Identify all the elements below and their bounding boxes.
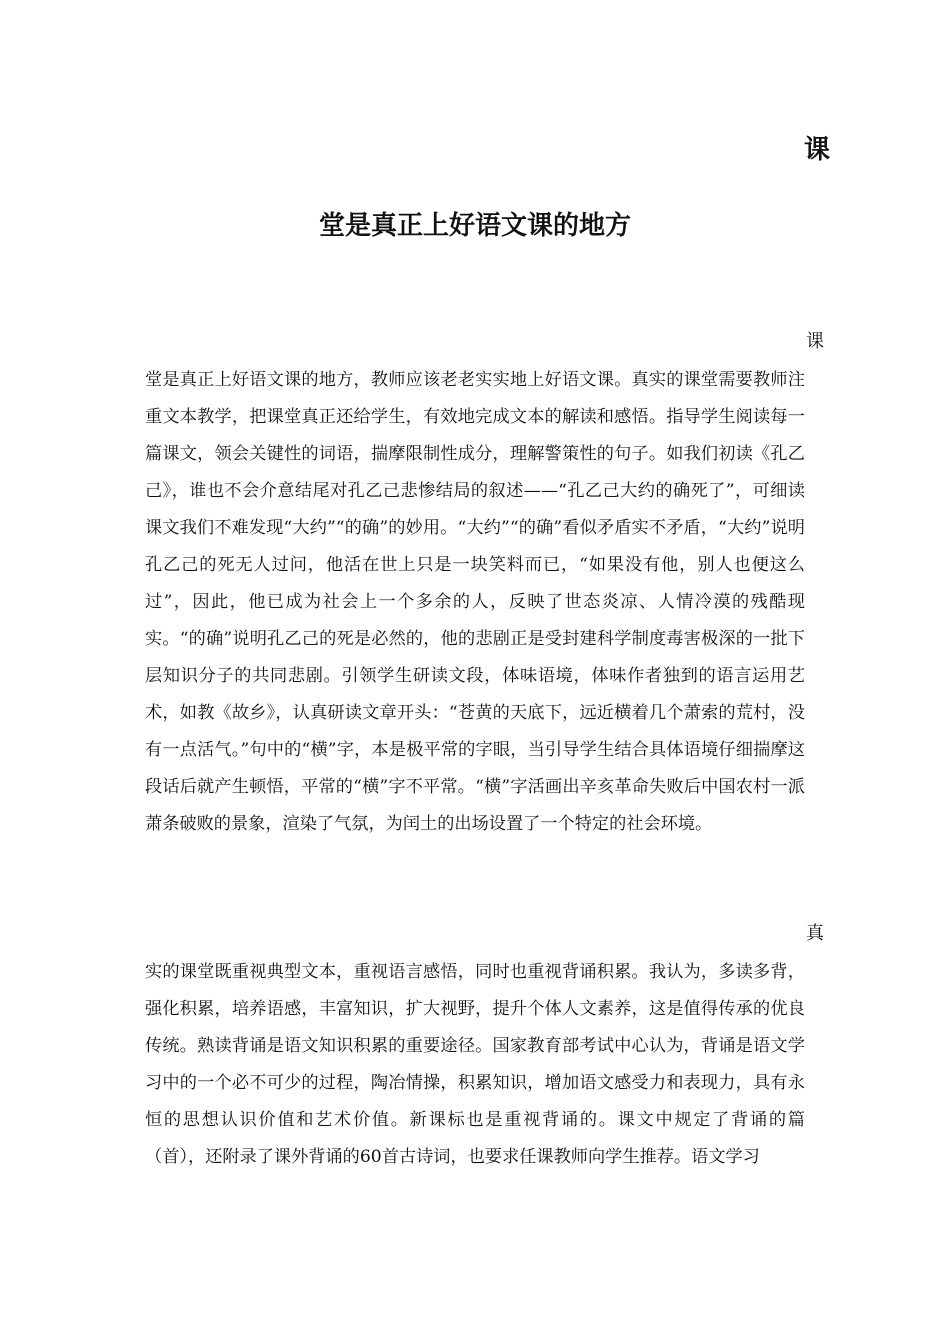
paragraph-1-body: 堂是真正上好语文课的地方，教师应该老老实实地上好语文课。真实的课堂需要教师注重文本教学，把课堂真正还给学生，有效地完成文本的解读和感悟。指导学生阅读每一篇课文，领会关键性的词语，揣摩限制性成分，理解警策性的句子。如我们初读《孔乙己》，谁也不会介意结尾对孔乙己悲惨结局的叙述——“孔乙己大约的确死了”，可细读课文我们不难发现“大约”“的确”的妙用。“大约”“的确”看似矛盾实不矛盾，“大约”说明孔乙己的死无人过问，他活在世上只是一块笑料而已，“如果没有他，别人也便这么过”，因此，他已成为社会上一个多余的人，反映了世态炎凉、人情冷漠的残酷现实。“的确”说明孔乙己的死是必然的，他的悲剧正是受封建科学制度毒害极深的一批下层知识分子的共同悲剧。引领学生研读文段，体味语境，体味作者独到的语言运用艺术，如教《故乡》，认真研读文章开头：“苍黄的天底下，远近横着几个萧索的荒村，没有一点活气。”句中的“横”字，本是极平常的字眼，当引导学生结合具体语境仔细揣摩这段话后就产生顿悟，平常的“横”字不平常。“横”字活画出辛亥革命失败后中国农村一派萧条破败的景象，渲染了气氛，为闰土的出场设置了一个特定的社会环境。 (145, 370, 805, 834)
paragraph-2-body: 实的课堂既重视典型文本，重视语言感悟，同时也重视背诵积累。我认为，多读多背，强化积累，培养语感，丰富知识，扩大视野，提升个体人文素养，这是值得传承的优良传统。熟读背诵是语文知识积累的重要途径。国家教育部考试中心认为，背诵是语文学习中的一个必不可少的过程，陶冶情操，积累知识，增加语文感受力和表现力，具有永恒的思想认识价值和艺术价值。新课标也是重视背诵的。课文中规定了背诵的篇（首），还附录了课外背诵的60首古诗词，也要求任课教师向学生推荐。语文学习 (145, 962, 805, 1167)
paragraph-2-lead-char: 真 (806, 923, 824, 944)
page-title: 堂是真正上好语文课的地方 (318, 211, 631, 241)
paragraph-1-lead-char: 课 (806, 331, 824, 352)
title-first-char: 课 (803, 135, 830, 165)
